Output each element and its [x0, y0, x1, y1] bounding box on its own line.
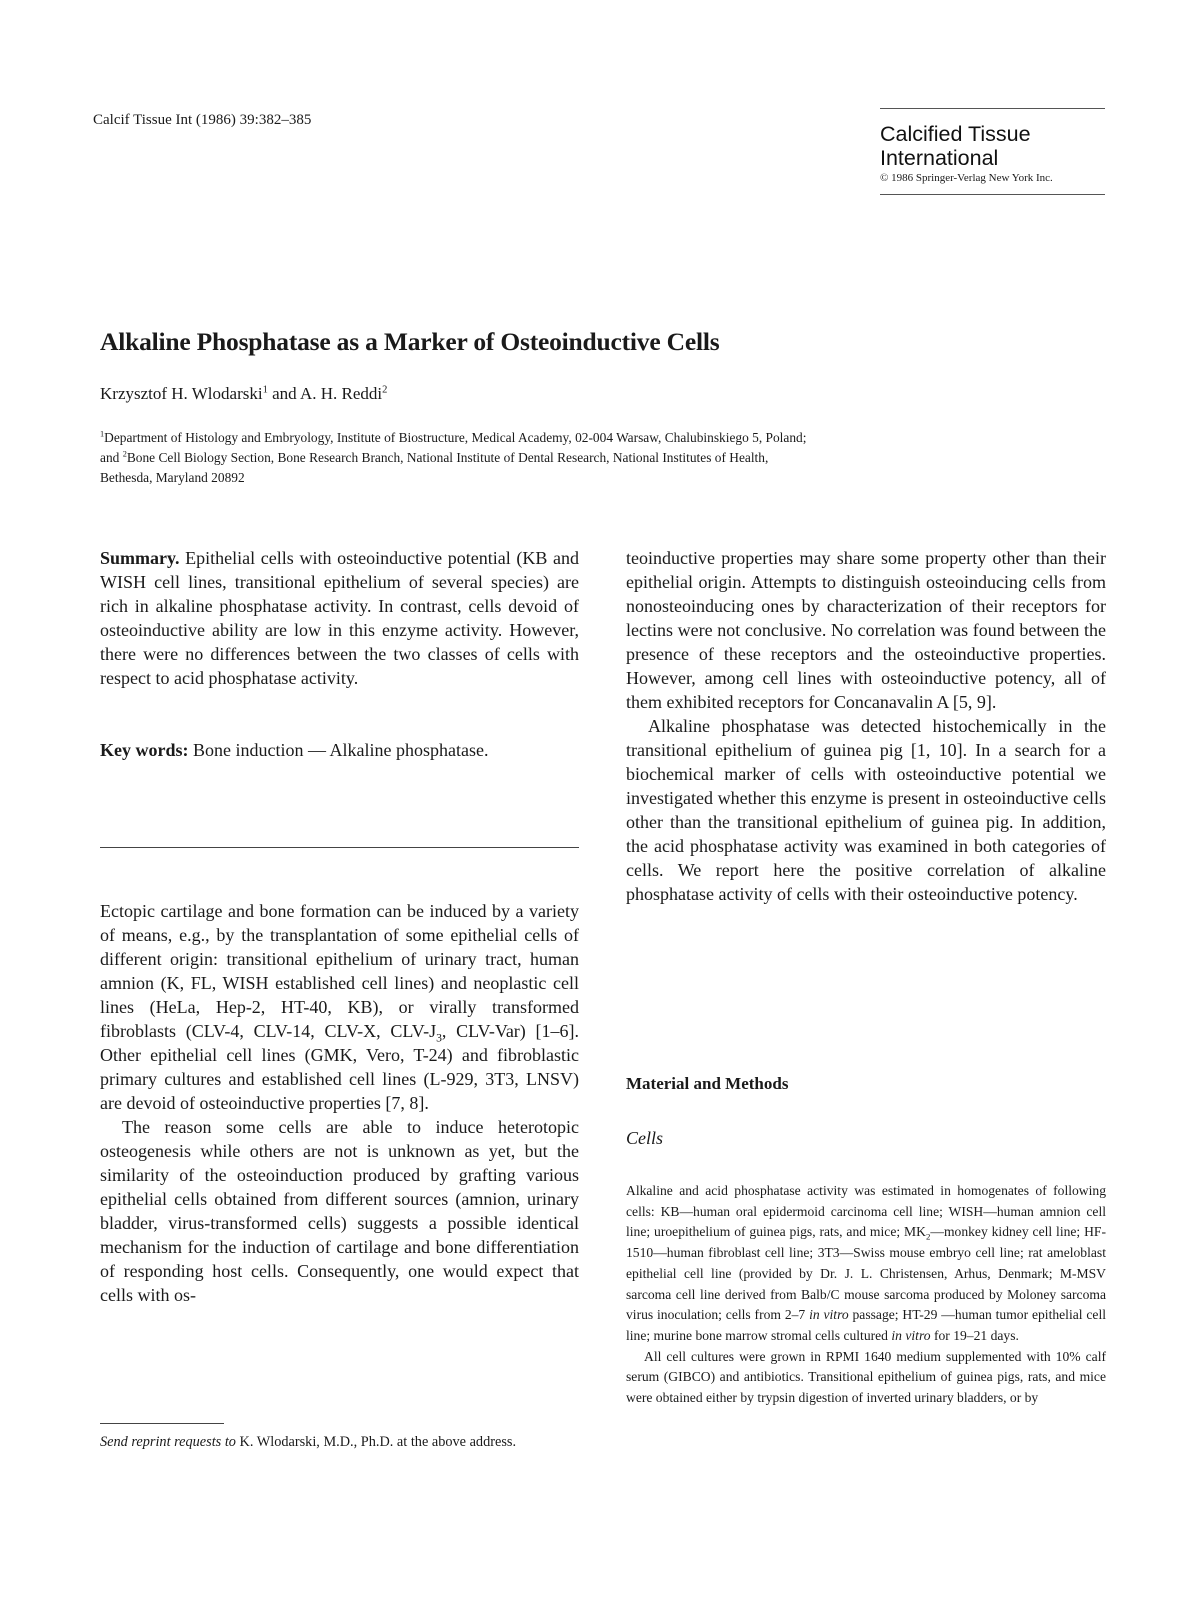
methods-p1-d: for 19–21 days. — [930, 1327, 1019, 1343]
abstract-divider — [100, 847, 579, 848]
affiliation-1: Department of Histology and Embryology, Institute of Biostructure, Medical Academy, 02-004 Warsaw, Chalubinskiego 5, Poland; — [104, 430, 807, 445]
footnote-italic: Send reprint requests to — [100, 1434, 236, 1450]
affiliation-2: Bone Cell Biology Section, Bone Research Branch, National Institute of Dental Research, National Institutes of Health, — [126, 450, 769, 465]
journal-masthead — [880, 108, 1105, 195]
affiliation-mark: 1 — [262, 384, 268, 396]
methods-p1-c: passage; HT-29 —human tumor epithelial cell line; murine bone marrow stromal cells cultured — [626, 1307, 1107, 1343]
copyright-notice: © 1986 Springer-Verlag New York Inc. — [880, 172, 1053, 184]
section-heading-methods: Material and Methods — [626, 1074, 789, 1093]
journal-name-line2: International — [880, 146, 999, 170]
methods-p1-b: —monkey kidney cell line; HF-1510—human fibroblast cell line; 3T3—Swiss mouse embryo cell line; rat ameloblast epithelial cell line (provided by Dr. J. L. Christensen, Arhus, Denmark; M-MSV sarcoma cell line derived from Balb/C mouse sarcoma produced by Moloney sarcoma virus inoculation; cells from 2–7 — [626, 1224, 1106, 1323]
subscript: 2 — [925, 1232, 931, 1243]
intro-paragraph-1 — [100, 899, 579, 1115]
intro-paragraph-2-cont: teoinductive properties may share some property other than their epithelial origin. Attempts to distinguish osteoinducing cells from nonosteoinducing ones by characterization of their receptors for lectins were not conclusive. No correlation was found between the presence of these receptors and the osteoinductive properties. However, among cell lines with osteoinductive potency, all of them exhibited receptors for Concanavalin A [5, 9]. — [626, 548, 1106, 712]
masthead-top-rule — [880, 108, 1105, 109]
author-name: A. H. Reddi — [299, 384, 383, 403]
journal-name — [880, 122, 1105, 170]
journal-name-line1: Calcified Tissue — [880, 122, 1031, 146]
intro-p1-text: Ectopic cartilage and bone formation can be induced by a variety of means, e.g., by the transplantation of some epithelial cells of different origin: transitional epithelium of urinary tract, human amnion (K, FL, WISH established cell lines) and neoplastic cell lines (HeLa, Hep-2, HT-40, KB), or virally transformed fibroblasts (CLV-4, CLV-14, CLV-X, CLV-J — [100, 901, 579, 1041]
author-list — [100, 384, 387, 404]
summary-text: Epithelial cells with osteoinductive potential (KB and WISH cell lines, transitional epithelium of several species) are rich in alkaline phosphatase activity. In contrast, cells devoid of osteoinductive ability are low in this enzyme activity. However, there were no differences between the two classes of cells with respect to acid phosphatase activity. — [100, 548, 579, 688]
keywords-text: Bone induction — Alkaline phosphatase. — [193, 740, 489, 760]
abstract-summary — [100, 546, 579, 690]
affiliation-2-cont: Bethesda, Maryland 20892 — [100, 470, 245, 485]
keywords-label: Key words: — [100, 740, 189, 760]
footnote-divider — [100, 1423, 224, 1424]
affiliation-mark: 2 — [382, 384, 388, 396]
journal-citation: Calcif Tissue Int (1986) 39:382–385 — [93, 112, 312, 128]
methods-paragraph-2: All cell cultures were grown in RPMI 1640 medium supplemented with 10% calf serum (GIBCO) and antibiotics. Transitional epithelium of guinea pigs, rats, and mice were obtained either by trypsin digestion of inverted urinary bladders, or by — [626, 1348, 1106, 1406]
methods-paragraph-1 — [626, 1181, 1106, 1347]
author-separator: and — [272, 384, 297, 403]
methods-p1-a: Alkaline and acid phosphatase activity was estimated in homogenates of following cells: KB—human oral epidermoid carcinoma cell line; WISH—human amnion cell line; uroepithelium of guinea pigs, rats, and mice; MK — [626, 1183, 1106, 1240]
footnote — [100, 1432, 579, 1452]
intro-paragraph-3: Alkaline phosphatase was detected histochemically in the transitional epithelium of guinea pig [1, 10]. In a search for a biochemical marker of cells with osteoinductive potential we investigated whether this enzyme is present in osteoinductive cells other than the transitional epithelium of guinea pig. In addition, the acid phosphatase activity was examined in both categories of cells. We report here the positive correlation of alkaline phosphatase activity of cells with their osteoinductive potency. — [626, 716, 1106, 904]
summary-label: Summary. — [100, 548, 180, 568]
introduction-left — [100, 899, 579, 1307]
masthead-bottom-rule — [880, 194, 1105, 195]
article-title: Alkaline Phosphatase as a Marker of Osteoinductive Cells — [100, 327, 720, 356]
introduction-right — [626, 546, 1106, 906]
methods-cells-text — [626, 1181, 1106, 1409]
italic-term: in vitro — [809, 1307, 849, 1323]
italic-term: in vitro — [891, 1327, 931, 1343]
affiliation-prefix: and — [100, 450, 123, 465]
footnote-text: K. Wlodarski, M.D., Ph.D. at the above address. — [235, 1434, 517, 1450]
keywords — [100, 738, 579, 762]
subsection-heading-cells: Cells — [626, 1128, 664, 1148]
intro-p1-text-cont: , CLV-Var) [1–6]. Other epithelial cell lines (GMK, Vero, T-24) and fibroblastic primary cultures and established cell lines (L-929, 3T3, LNSV) are devoid of osteoinductive properties [7, 8]. — [100, 1021, 579, 1113]
subscript: 3 — [436, 1031, 442, 1045]
author-name: Krzysztof H. Wlodarski — [100, 384, 263, 403]
affiliation-mark: 2 — [122, 449, 127, 459]
affiliation-mark: 1 — [100, 429, 105, 439]
intro-paragraph-2: The reason some cells are able to induce heterotopic osteogenesis while others are not is unknown as yet, but the similarity of the osteoinduction produced by grafting various epithelial cells obtained from different sources (amnion, urinary bladder, virus-transformed cells) suggests a possible identical mechanism for the induction of cartilage and bone differentiation of responding host cells. Consequently, one would expect that cells with os- — [100, 1117, 579, 1305]
affiliations — [100, 428, 1100, 488]
